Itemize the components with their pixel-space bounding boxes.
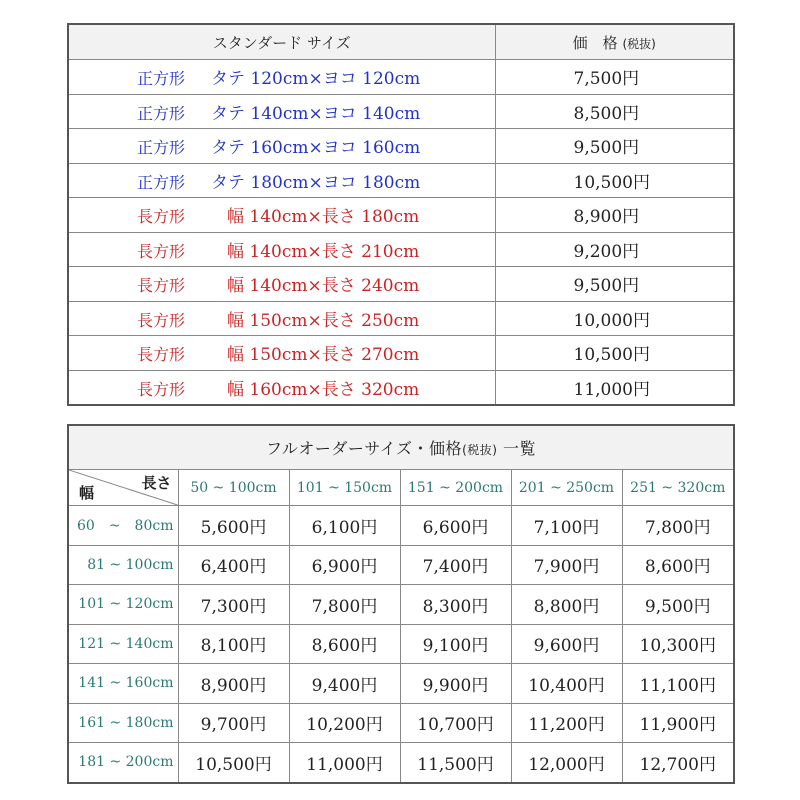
price-cell: 10,500円 [178,743,289,783]
dimension-label: 幅 160cm×長さ 320cm [227,379,420,400]
standard-header-row [68,24,734,60]
price-cell: 8,900円 [495,198,734,233]
length-range-header: 251 ~ 320cm [622,470,734,506]
standard-size-table [67,23,735,406]
dimension-label: 幅 140cm×長さ 180cm [227,207,420,228]
standard-size-row [68,163,734,198]
shape-label: 長方形 [137,345,186,365]
dimension-label: タテ 140cm×ヨコ 140cm [211,103,421,124]
shape-label: 正方形 [137,138,186,158]
price-cell: 6,400円 [178,545,289,585]
price-cell: 5,600円 [178,506,289,546]
price-cell: 8,600円 [622,545,734,585]
width-range-row [68,545,734,585]
full-order-title-text: フルオーダーサイズ・価格 [265,439,463,458]
price-cell: 9,500円 [495,129,734,164]
length-range-header: 151 ~ 200cm [400,470,511,506]
standard-size-row [68,129,734,164]
price-cell: 8,300円 [400,585,511,625]
dimension-label: 幅 140cm×長さ 210cm [227,241,420,262]
full-order-tax-note: (税抜) [462,443,498,457]
standard-size-row [68,370,734,405]
standard-size-row [68,198,734,233]
price-cell: 11,100円 [622,664,734,704]
price-cell: 11,500円 [400,743,511,783]
standard-size-row [68,336,734,371]
shape-label: 正方形 [137,69,186,89]
width-range-row [68,664,734,704]
standard-size-row [68,94,734,129]
corner-length-label: 長さ [141,474,172,492]
dimension-label: タテ 180cm×ヨコ 180cm [211,172,421,193]
size-cell [68,370,495,405]
price-cell: 7,400円 [400,545,511,585]
tax-note: (税抜) [622,36,656,51]
standard-size-row [68,232,734,267]
width-range-row [68,506,734,546]
dimension-label: タテ 120cm×ヨコ 120cm [211,69,421,90]
price-cell: 12,000円 [511,743,622,783]
price-cell: 9,500円 [622,585,734,625]
price-cell: 7,800円 [622,506,734,546]
price-cell: 10,500円 [495,163,734,198]
width-range-label: 81 ~ 100cm [68,545,178,585]
full-order-column-header-row [68,470,734,506]
length-range-header: 101 ~ 150cm [289,470,400,506]
price-cell: 10,400円 [511,664,622,704]
dimension-label: 幅 150cm×長さ 250cm [227,310,420,331]
width-range-row [68,624,734,664]
length-range-header: 201 ~ 250cm [511,470,622,506]
corner-width-label: 幅 [79,484,95,502]
price-cell: 6,600円 [400,506,511,546]
standard-size-row [68,60,734,95]
price-cell: 10,500円 [495,336,734,371]
standard-price-header [495,24,734,60]
price-cell: 7,500円 [495,60,734,95]
shape-label: 正方形 [137,103,186,123]
size-cell [68,336,495,371]
price-cell: 11,000円 [289,743,400,783]
price-cell: 11,000円 [495,370,734,405]
width-range-label: 121 ~ 140cm [68,624,178,664]
size-cell [68,94,495,129]
price-cell: 9,600円 [511,624,622,664]
size-cell [68,129,495,164]
price-cell: 8,900円 [178,664,289,704]
size-cell [68,232,495,267]
price-cell: 9,100円 [400,624,511,664]
price-cell: 8,500円 [495,94,734,129]
dimension-label: タテ 160cm×ヨコ 160cm [211,138,421,159]
price-cell: 6,900円 [289,545,400,585]
price-cell: 10,000円 [495,301,734,336]
size-cell [68,301,495,336]
price-cell: 9,200円 [495,232,734,267]
width-range-label: 60 ~ 80cm [68,506,178,546]
price-cell: 11,900円 [622,703,734,743]
price-cell: 12,700円 [622,743,734,783]
price-cell: 9,400円 [289,664,400,704]
price-header-label: 価 格 [572,33,618,52]
width-range-row [68,743,734,783]
full-order-title-row [68,425,734,470]
price-cell: 7,300円 [178,585,289,625]
width-range-label: 181 ~ 200cm [68,743,178,783]
shape-label: 長方形 [137,310,186,330]
price-cell: 8,100円 [178,624,289,664]
shape-label: 長方形 [137,207,186,227]
price-cell: 10,700円 [400,703,511,743]
price-cell: 7,800円 [289,585,400,625]
price-cell: 7,900円 [511,545,622,585]
width-range-label: 101 ~ 120cm [68,585,178,625]
shape-label: 長方形 [137,379,186,399]
size-cell [68,267,495,302]
shape-label: 長方形 [137,276,186,296]
width-range-row [68,585,734,625]
standard-size-header: スタンダード サイズ [68,24,495,60]
price-cell: 6,100円 [289,506,400,546]
shape-label: 正方形 [137,172,186,192]
width-range-label: 161 ~ 180cm [68,703,178,743]
price-cell: 10,300円 [622,624,734,664]
price-cell: 9,500円 [495,267,734,302]
standard-size-row [68,267,734,302]
full-order-title-suffix: 一覧 [503,439,537,458]
corner-cell [68,470,178,506]
price-cell: 7,100円 [511,506,622,546]
full-order-title [68,425,734,470]
shape-label: 長方形 [137,241,186,261]
standard-size-row [68,301,734,336]
size-cell [68,60,495,95]
price-cell: 9,700円 [178,703,289,743]
length-range-header: 50 ~ 100cm [178,470,289,506]
price-cell: 8,600円 [289,624,400,664]
width-range-row [68,703,734,743]
dimension-label: 幅 150cm×長さ 270cm [227,345,420,366]
price-cell: 10,200円 [289,703,400,743]
price-cell: 11,200円 [511,703,622,743]
full-order-table [67,424,735,784]
size-cell [68,198,495,233]
price-cell: 9,900円 [400,664,511,704]
price-cell: 8,800円 [511,585,622,625]
size-cell [68,163,495,198]
width-range-label: 141 ~ 160cm [68,664,178,704]
dimension-label: 幅 140cm×長さ 240cm [227,276,420,297]
